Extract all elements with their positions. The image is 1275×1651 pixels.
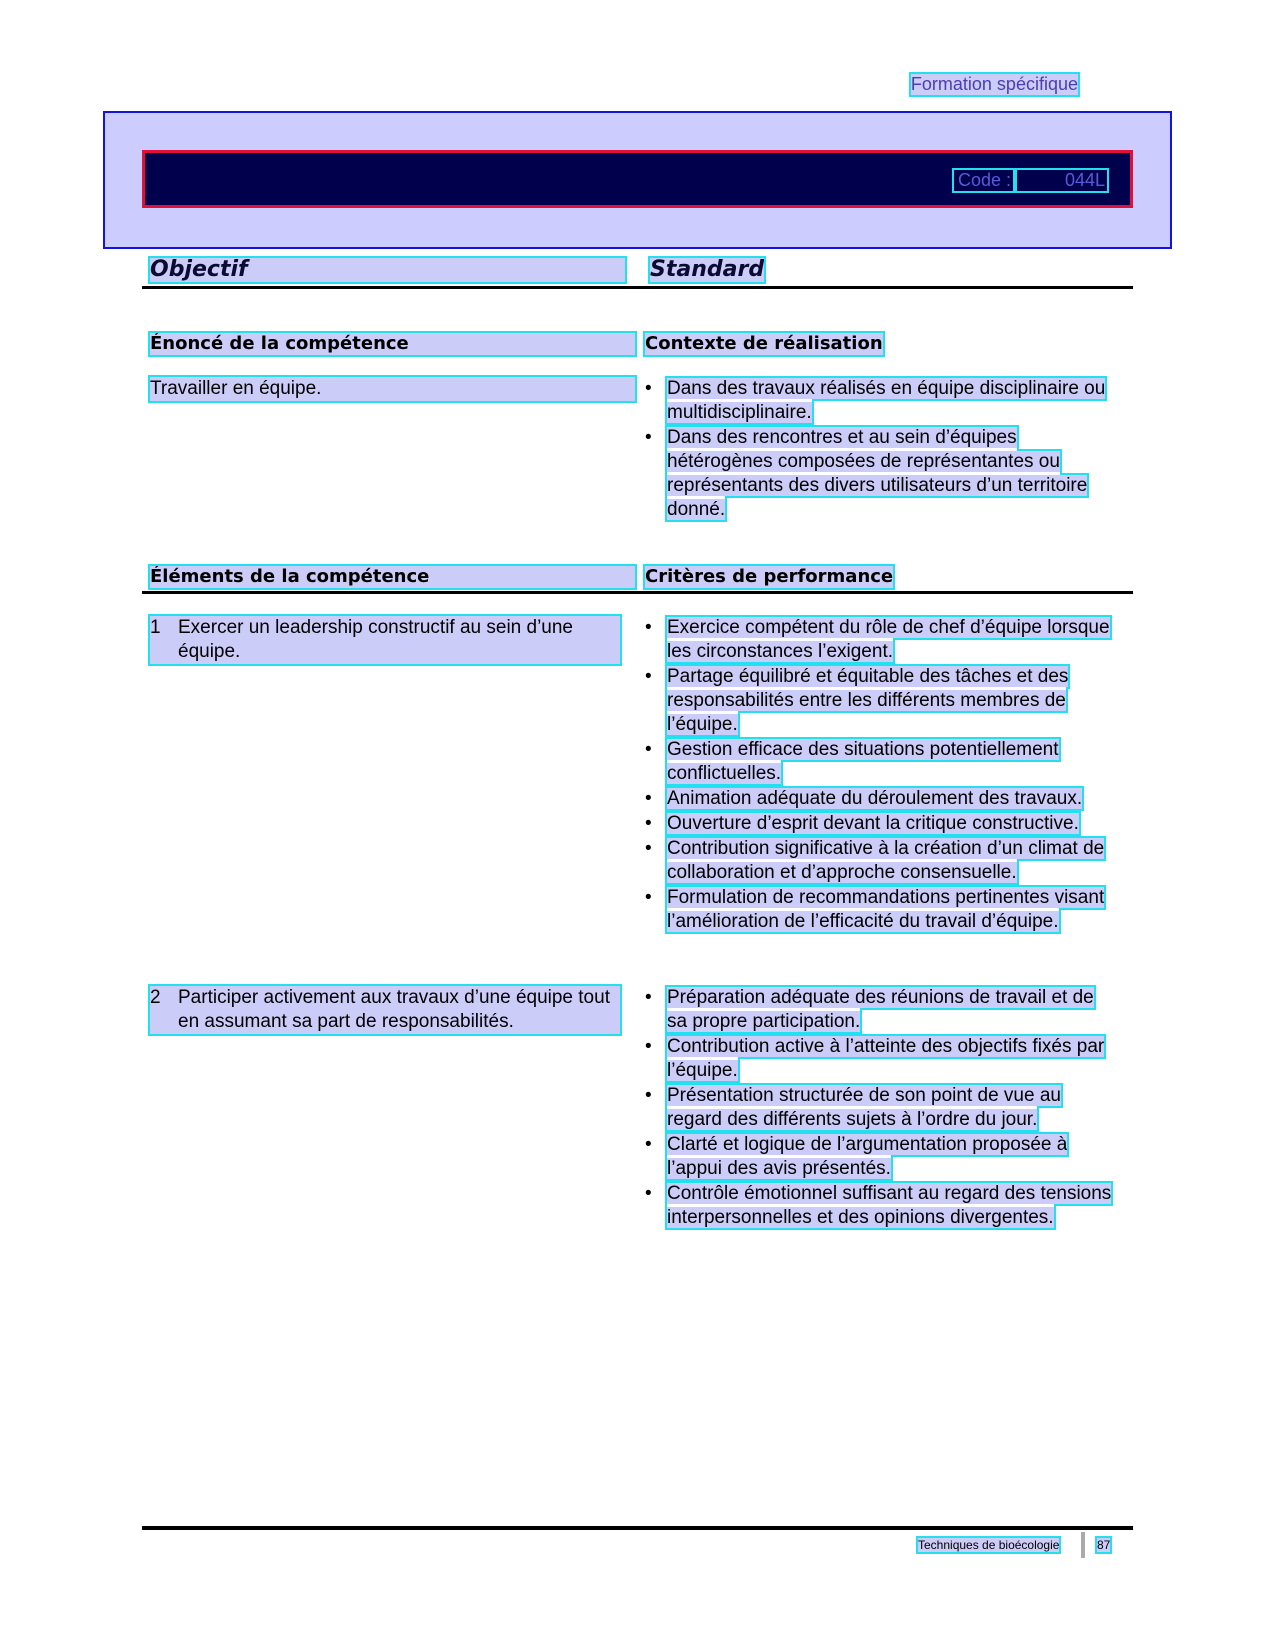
bullet-icon: • bbox=[645, 887, 652, 908]
element-item bbox=[150, 986, 620, 1034]
element-number: 1 bbox=[150, 617, 161, 638]
bullet-icon: • bbox=[645, 838, 652, 859]
criteria-list bbox=[645, 986, 1115, 1231]
criterion-text: Formulation de recommandations pertinentes visant l’amélioration de l’efficacité du travail d’équipe. bbox=[667, 887, 1105, 932]
bullet-icon: • bbox=[645, 739, 652, 760]
criterion-item bbox=[645, 616, 1115, 664]
criterion-item bbox=[645, 886, 1115, 934]
criterion-item bbox=[645, 1084, 1115, 1132]
criterion-item bbox=[645, 1035, 1115, 1083]
code-value: 044L bbox=[1015, 170, 1107, 191]
element-item bbox=[150, 616, 620, 664]
element-text: Participer activement aux travaux d’une équipe tout en assumant sa part de responsabilités. bbox=[178, 987, 610, 1032]
criterion-item bbox=[645, 986, 1115, 1034]
bullet-icon: • bbox=[645, 378, 652, 399]
bullet-icon: • bbox=[645, 813, 652, 834]
bullet-icon: • bbox=[645, 427, 652, 448]
criterion-text: Animation adéquate du déroulement des travaux. bbox=[667, 788, 1083, 809]
criterion-text: Ouverture d’esprit devant la critique constructive. bbox=[667, 813, 1079, 834]
standard-heading: Standard bbox=[650, 257, 765, 282]
bullet-icon: • bbox=[645, 1134, 652, 1155]
criterion-text: Exercice compétent du rôle de chef d’équipe lorsque les circonstances l’exigent. bbox=[667, 617, 1110, 662]
criterion-item bbox=[645, 426, 1115, 522]
criteria-list bbox=[645, 616, 1115, 935]
criterion-text: Dans des rencontres et au sein d’équipes hétérogènes composées de représentantes ou représentants des divers utilisateurs d’un territoire donné. bbox=[667, 427, 1088, 520]
bullet-icon: • bbox=[645, 617, 652, 638]
criterion-text: Contribution active à l’atteinte des objectifs fixés par l’équipe. bbox=[667, 1036, 1105, 1081]
criterion-text: Contrôle émotionnel suffisant au regard des tensions interpersonnelles et des opinions divergentes. bbox=[667, 1183, 1112, 1228]
criterion-text: Présentation structurée de son point de vue au regard des différents sujets à l’ordre du jour. bbox=[667, 1085, 1061, 1130]
criterion-text: Gestion efficace des situations potentiellement conflictuelles. bbox=[667, 739, 1059, 784]
footer-program: Techniques de bioécologie bbox=[918, 1538, 1060, 1552]
elements-title: Éléments de la compétence bbox=[150, 566, 635, 588]
bullet-icon: • bbox=[645, 987, 652, 1008]
competence-text: Travailler en équipe. bbox=[150, 377, 635, 401]
heading-divider bbox=[142, 286, 1133, 289]
criterion-item bbox=[645, 812, 1115, 836]
bullet-icon: • bbox=[645, 1085, 652, 1106]
objective-heading: Objectif bbox=[150, 258, 625, 282]
bullet-icon: • bbox=[645, 666, 652, 687]
competence-title: Énoncé de la compétence bbox=[150, 333, 635, 355]
page-number: 87 bbox=[1097, 1538, 1111, 1552]
element-text: Exercer un leadership constructif au sein d’une équipe. bbox=[178, 617, 574, 662]
criterion-item bbox=[645, 665, 1115, 737]
context-list bbox=[645, 377, 1115, 523]
footer-divider bbox=[142, 1526, 1133, 1530]
criterion-item bbox=[645, 837, 1115, 885]
criterion-text: Clarté et logique de l’argumentation proposée à l’appui des avis présentés. bbox=[667, 1134, 1068, 1179]
footer-separator bbox=[1081, 1532, 1085, 1558]
bullet-icon: • bbox=[645, 788, 652, 809]
element-number: 2 bbox=[150, 987, 161, 1008]
criterion-text: Dans des travaux réalisés en équipe disciplinaire ou multidisciplinaire. bbox=[667, 378, 1106, 423]
criterion-item bbox=[645, 1133, 1115, 1181]
criterion-item bbox=[645, 738, 1115, 786]
criterion-item bbox=[645, 787, 1115, 811]
criterion-text: Partage équilibré et équitable des tâches et des responsabilités entre les différents membres de l’équipe. bbox=[667, 666, 1069, 735]
bullet-icon: • bbox=[645, 1036, 652, 1057]
code-label: Code : bbox=[954, 170, 1015, 191]
criteria-title: Critères de performance bbox=[645, 566, 894, 587]
criterion-text: Préparation adéquate des réunions de travail et de sa propre participation. bbox=[667, 987, 1094, 1032]
context-title: Contexte de réalisation bbox=[645, 333, 883, 354]
criterion-item bbox=[645, 1182, 1115, 1230]
criterion-item bbox=[645, 377, 1115, 425]
elements-divider bbox=[142, 591, 1133, 594]
header-bar bbox=[142, 150, 1133, 208]
bullet-icon: • bbox=[645, 1183, 652, 1204]
criterion-text: Contribution significative à la création d’un climat de collaboration et d’approche consensuelle. bbox=[667, 838, 1105, 883]
course-code bbox=[954, 170, 1107, 191]
section-label: Formation spécifique bbox=[910, 74, 1078, 94]
